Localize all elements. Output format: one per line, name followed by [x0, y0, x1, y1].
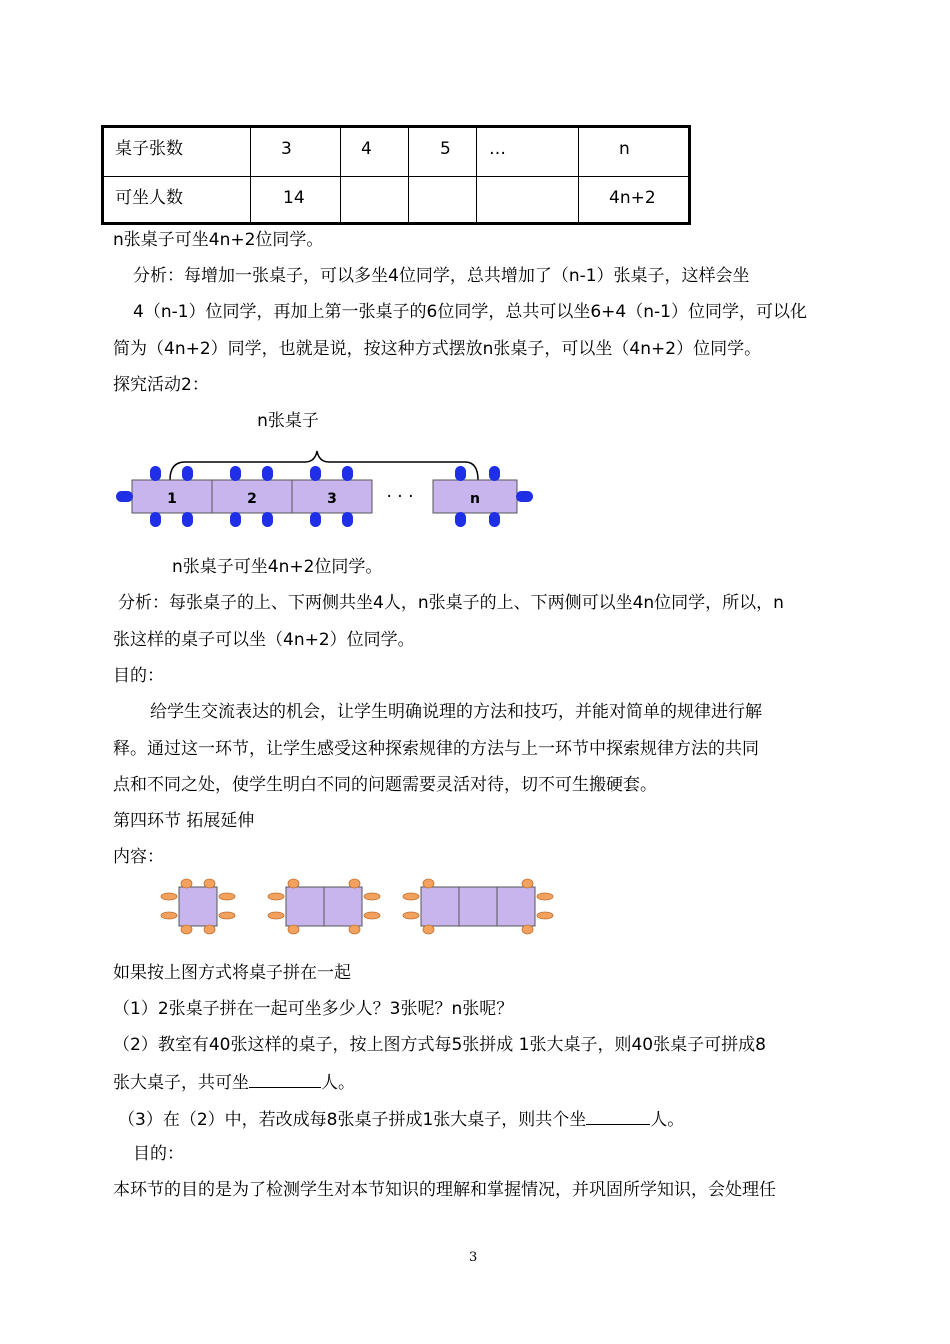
- ellipsis: · · ·: [386, 487, 414, 507]
- seat: [181, 879, 192, 888]
- question-1: （1）2张桌子拼在一起可坐多少人？3张呢？n张呢？: [113, 999, 514, 1019]
- seat: [150, 466, 161, 481]
- seat: [516, 491, 533, 502]
- table-label: 3: [327, 491, 337, 507]
- seat: [182, 466, 193, 481]
- table-cell: 3: [281, 139, 292, 159]
- seat: [342, 466, 353, 481]
- content-label: 内容：: [113, 847, 164, 867]
- table-cell: 4n+2: [609, 188, 656, 208]
- seat: [310, 512, 321, 527]
- table-cell: 14: [283, 188, 305, 208]
- seat: [403, 912, 419, 919]
- table-cell: n: [619, 139, 630, 159]
- seat: [219, 912, 235, 919]
- seat: [403, 893, 419, 900]
- table-cell: …: [489, 139, 506, 159]
- brace: [170, 451, 478, 480]
- joined-tables-diagram: [155, 870, 555, 945]
- seat: [161, 912, 177, 919]
- seat: [288, 925, 299, 934]
- question-2-text: 张大桌子，共可坐: [113, 1073, 249, 1093]
- seating-table: [101, 125, 691, 225]
- seat: [204, 925, 215, 934]
- seat: [342, 512, 353, 527]
- seat: [116, 491, 133, 502]
- table: [324, 887, 362, 926]
- table: [286, 887, 324, 926]
- tables-row-diagram: [110, 405, 550, 535]
- seat: [182, 512, 193, 527]
- question-2: （2）教室有40张这样的桌子，按上图方式每5张拼成 1张大桌子，则40张桌子可拼成8: [113, 1035, 766, 1055]
- seat: [537, 912, 553, 919]
- seat: [364, 912, 380, 919]
- purpose-paragraph: 释。通过这一环节，让学生感受这种探索规律的方法与上一环节中探索规律方法的共同: [113, 739, 759, 759]
- activity-heading: 探究活动2：: [113, 375, 209, 395]
- table: [497, 887, 535, 926]
- seat: [268, 893, 284, 900]
- conclusion-line: n张桌子可坐4n+2位同学。: [113, 230, 324, 250]
- table-group: [116, 466, 533, 527]
- seat: [423, 925, 434, 934]
- question-3-text: （3）在（2）中，若改成每8张桌子拼成1张大桌子，则共个坐: [118, 1110, 587, 1130]
- seat: [230, 466, 241, 481]
- seat: [522, 879, 533, 888]
- seat: [161, 893, 177, 900]
- table: [459, 887, 497, 926]
- seat: [423, 879, 434, 888]
- page-number: 3: [469, 1250, 478, 1265]
- table-cell: 5: [440, 139, 451, 159]
- seat: [288, 879, 299, 888]
- analysis-paragraph: 分析：每张桌子的上、下两侧共坐4人，n张桌子的上、下两侧可以坐4n位同学，所以，n: [118, 593, 784, 613]
- seat: [489, 512, 500, 527]
- row-header-tables: 桌子张数: [115, 139, 183, 159]
- table-label: 2: [247, 491, 257, 507]
- seat: [489, 466, 500, 481]
- seat: [537, 893, 553, 900]
- purpose-paragraph: 本环节的目的是为了检测学生对本节知识的理解和掌握情况，并巩固所学知识，会处理任: [113, 1180, 776, 1200]
- seat: [262, 512, 273, 527]
- seat: [364, 893, 380, 900]
- answer-blank[interactable]: [249, 1071, 321, 1088]
- table-cell: 4: [361, 139, 372, 159]
- table: [421, 887, 459, 926]
- table: [179, 887, 217, 926]
- seat: [219, 893, 235, 900]
- table-label: n: [470, 491, 480, 507]
- seat: [349, 879, 360, 888]
- section-heading: 第四环节 拓展延伸: [113, 811, 255, 831]
- seat: [268, 912, 284, 919]
- question-3: [118, 1108, 684, 1130]
- answer-blank[interactable]: [586, 1108, 650, 1125]
- analysis-paragraph: 张这样的桌子可以坐（4n+2）位同学。: [113, 630, 415, 650]
- analysis-paragraph: 简为（4n+2）同学，也就是说，按这种方式摆放n张桌子，可以坐（4n+2）位同学。: [113, 339, 762, 359]
- question-intro: 如果按上图方式将桌子拼在一起: [113, 963, 351, 983]
- conclusion-line: n张桌子可坐4n+2位同学。: [172, 557, 383, 577]
- seat: [181, 925, 192, 934]
- seat: [150, 512, 161, 527]
- question-2-unit: 人。: [321, 1073, 355, 1093]
- table-label: 1: [167, 491, 177, 507]
- question-3-unit: 人。: [650, 1110, 685, 1130]
- table-arrangements: [161, 879, 553, 934]
- row-header-people: 可坐人数: [115, 188, 183, 208]
- seat: [455, 512, 466, 527]
- seat: [262, 466, 273, 481]
- purpose-paragraph: 点和不同之处，使学生明白不同的问题需要灵活对待，切不可生搬硬套。: [113, 775, 657, 795]
- seat: [310, 466, 321, 481]
- purpose-paragraph: 给学生交流表达的机会，让学生明确说理的方法和技巧，并能对简单的规律进行解: [150, 702, 762, 722]
- seat: [204, 879, 215, 888]
- seat: [522, 925, 533, 934]
- question-2-cont: [113, 1071, 355, 1093]
- purpose-label: 目的：: [113, 666, 164, 686]
- purpose-label: 目的：: [133, 1144, 184, 1164]
- analysis-paragraph: 4（n-1）位同学，再加上第一张桌子的6位同学，总共可以坐6+4（n-1）位同学，可以化: [133, 302, 807, 322]
- seat: [230, 512, 241, 527]
- brace-label: n张桌子: [257, 411, 319, 431]
- seat: [349, 925, 360, 934]
- seat: [455, 466, 466, 481]
- analysis-paragraph: 分析：每增加一张桌子，可以多坐4位同学，总共增加了（n-1）张桌子，这样会坐: [133, 266, 750, 286]
